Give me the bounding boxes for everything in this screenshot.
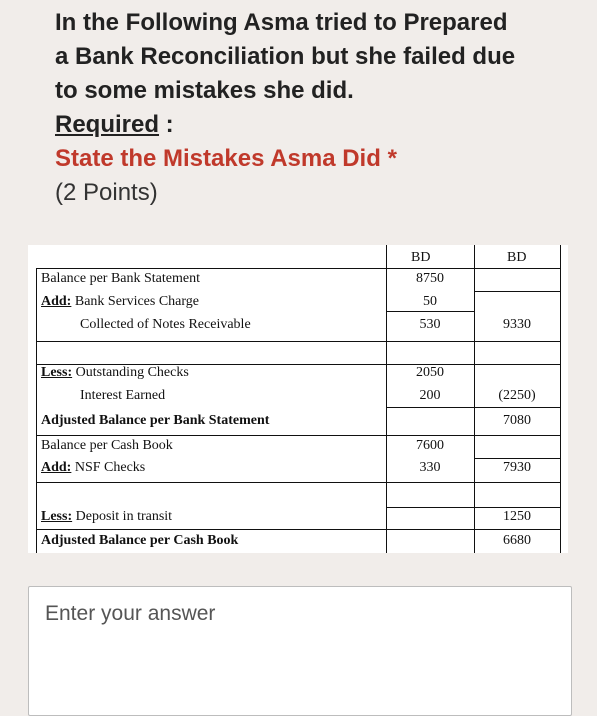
table-row-label: Adjusted Balance per Bank Statement	[41, 413, 270, 428]
rule-e	[386, 407, 560, 408]
question-points: (2 Points)	[55, 179, 158, 206]
question-line-2: a Bank Reconciliation but she failed due	[55, 43, 516, 70]
rule-g	[474, 458, 560, 459]
table-cell-bd2: 6680	[503, 533, 531, 548]
table-cell-bd1: 330	[419, 460, 441, 475]
table-row-label: Interest Earned	[80, 388, 166, 403]
table-cell-bd1: 8750	[416, 271, 444, 286]
required-colon: :	[159, 111, 174, 138]
answer-input[interactable]	[43, 601, 547, 627]
table-cell-bd2: 1250	[503, 509, 531, 524]
table-cell-bd1: 50	[423, 294, 437, 309]
table-row-label: Less: Deposit in transit	[41, 509, 173, 524]
question-block	[55, 6, 575, 210]
question-prompt	[55, 142, 575, 176]
table-row-label: Collected of Notes Receivable	[80, 317, 251, 332]
table-row-label: Add: NSF Checks	[41, 460, 146, 475]
required-heading	[55, 108, 575, 142]
rule-j	[36, 529, 560, 530]
table-cell-bd2: (2250)	[498, 388, 536, 403]
column-header-bd-2: BD	[507, 250, 527, 265]
table-cell-bd2: 9330	[503, 317, 531, 332]
rule-b	[386, 311, 474, 312]
table-row-label: Add: Bank Services Charge	[41, 294, 200, 309]
table-cell-bd1: 530	[419, 317, 441, 332]
table-row-label: Less: Outstanding Checks	[41, 365, 189, 380]
rule-h	[36, 482, 560, 483]
table-cell-bd1: 7600	[416, 438, 444, 453]
rule-f	[36, 435, 560, 436]
column-header-bd-1: BD	[411, 250, 431, 265]
answer-box[interactable]	[28, 586, 572, 716]
table-cell-bd1: 200	[419, 388, 441, 403]
table-cell-bd1: 2050	[416, 365, 444, 380]
table-cell-bd2: 7930	[503, 460, 531, 475]
table-left-border	[36, 268, 37, 553]
question-line-3: to some mistakes she did.	[55, 77, 354, 104]
reconciliation-table-image	[28, 245, 568, 553]
table-row-label: Adjusted Balance per Cash Book	[41, 533, 239, 548]
required-asterisk: *	[387, 145, 397, 172]
required-label: Required	[55, 111, 160, 138]
prompt-text: State the Mistakes Asma Did	[55, 145, 381, 172]
table-cell-bd2: 7080	[503, 413, 531, 428]
rule-a	[474, 291, 560, 292]
question-line-1: In the Following Asma tried to Prepared	[55, 9, 508, 36]
table-right-border	[560, 245, 561, 553]
rule-c	[36, 341, 560, 342]
rule-i	[386, 507, 560, 508]
table-top-rule	[36, 268, 560, 269]
table-row-label: Balance per Cash Book	[41, 438, 173, 453]
table-row-label: Balance per Bank Statement	[41, 271, 200, 286]
